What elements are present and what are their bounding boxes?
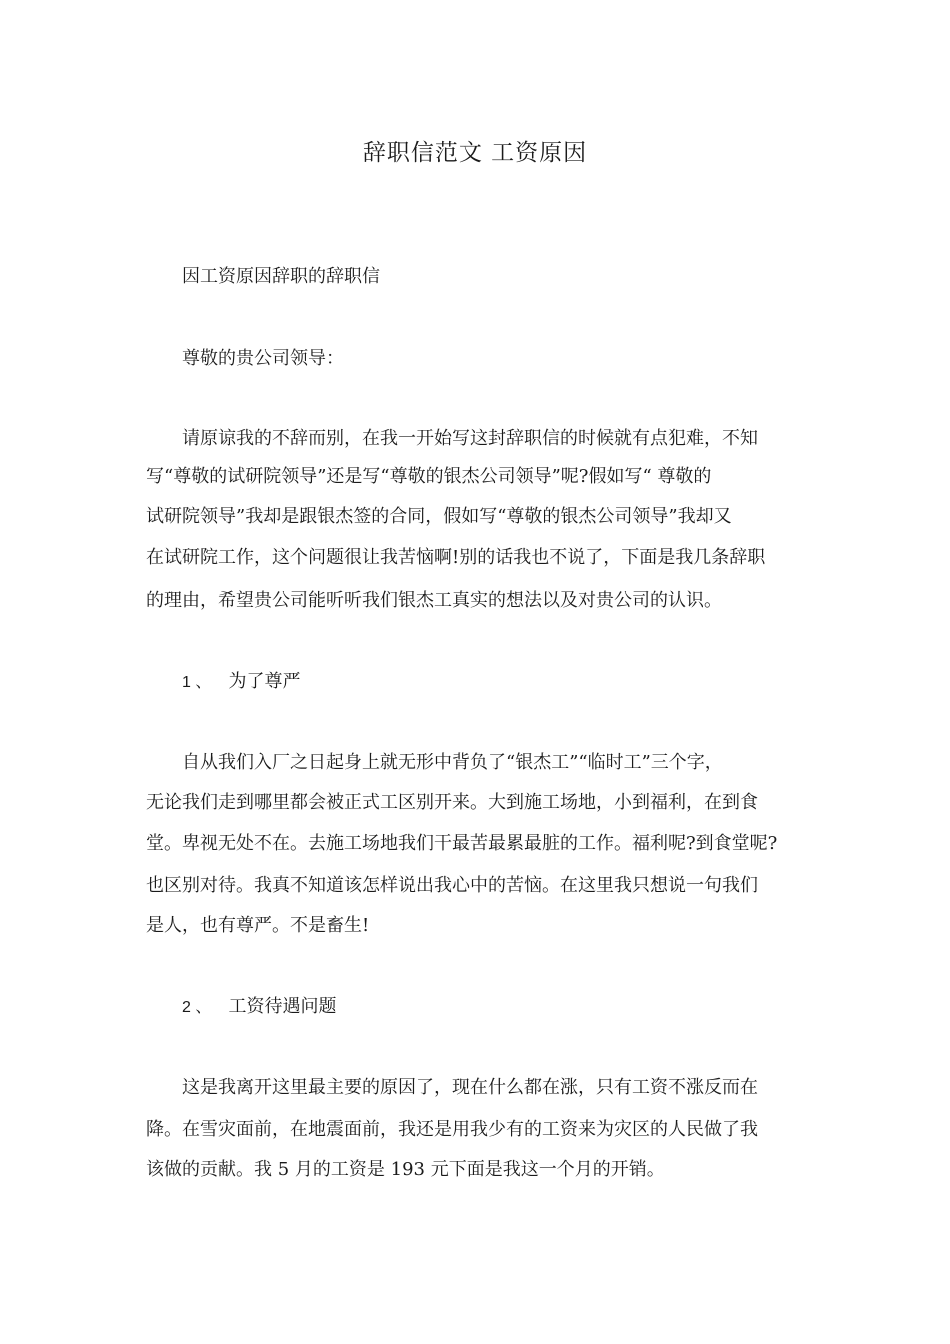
- section-heading: [182, 669, 847, 696]
- paragraph-line: 也区别对待。我真不知道该怎样说出我心中的苦恼。在这里我只想说一句我们: [146, 875, 758, 896]
- paragraph-line: 写“尊敬的试研院领导”还是写“尊敬的银杰公司领导”呢?假如写“ 尊敬的: [146, 466, 712, 487]
- paragraph-line: 这是我离开这里最主要的原因了，现在什么都在涨，只有工资不涨反而在: [182, 1077, 758, 1098]
- section-number: 2 、: [182, 999, 212, 1016]
- paragraph-line: 是人，也有尊严。不是畜生!: [146, 915, 370, 936]
- section-title: 工资待遇问题: [228, 996, 337, 1017]
- document-subtitle: 因工资原因辞职的辞职信: [182, 266, 380, 287]
- paragraph-line: 请原谅我的不辞而别，在我一开始写这封辞职信的时候就有点犯难，不知: [182, 428, 758, 449]
- paragraph-line: 在试研院工作，这个问题很让我苦恼啊!别的话我也不说了，下面是我几条辞职: [146, 547, 766, 568]
- section-heading: [182, 994, 847, 1021]
- paragraph-line: 的理由，希望贵公司能听听我们银杰工真实的想法以及对贵公司的认识。: [146, 590, 722, 611]
- paragraph-line: 无论我们走到哪里都会被正式工区别开来。大到施工场地，小到福利，在到食: [146, 792, 758, 813]
- salutation: 尊敬的贵公司领导：: [182, 348, 344, 369]
- section-number: 1 、: [182, 674, 212, 691]
- document-title: 辞职信范文 工资原因: [362, 140, 588, 166]
- paragraph-line: 该做的贡献。我 5 月的工资是 193 元下面是我这一个月的开销。: [146, 1159, 665, 1180]
- paragraph-line: 堂。卑视无处不在。去施工场地我们干最苦最累最脏的工作。福利呢?到食堂呢?: [146, 833, 778, 854]
- paragraph-line: 降。在雪灾面前，在地震面前，我还是用我少有的工资来为灾区的人民做了我: [146, 1119, 758, 1140]
- section-title: 为了尊严: [228, 671, 301, 692]
- paragraph-line: 试研院领导”我却是跟银杰签的合同，假如写“尊敬的银杰公司领导”我却又: [146, 506, 732, 527]
- paragraph-line: 自从我们入厂之日起身上就无形中背负了“银杰工”“临时工”三个字，: [182, 752, 723, 773]
